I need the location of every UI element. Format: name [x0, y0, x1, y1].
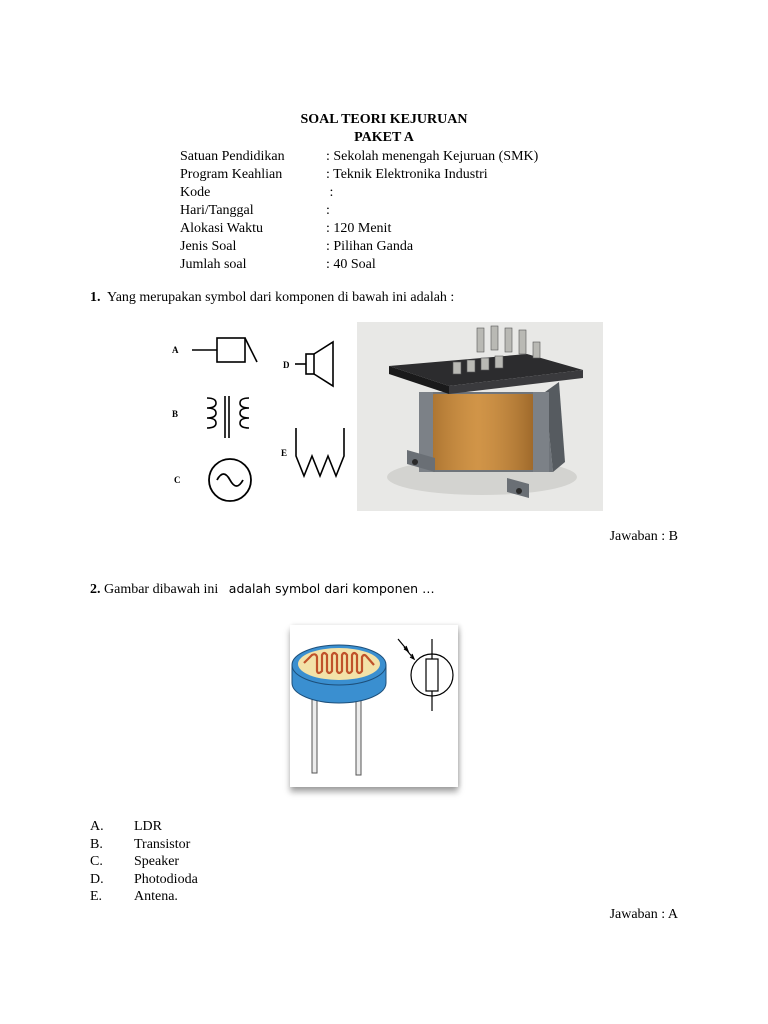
- question-1: [90, 290, 454, 306]
- info-value: : Pilihan Ganda: [326, 239, 414, 254]
- question-2: [90, 581, 435, 598]
- info-row: [180, 256, 538, 274]
- info-row: [180, 166, 538, 184]
- ac-source-symbol-icon: [209, 459, 251, 501]
- info-value: : 120 Menit: [326, 221, 392, 236]
- document-title: SOAL TEORI KEJURUAN: [300, 112, 468, 127]
- speaker-symbol-icon: [295, 342, 333, 386]
- component-symbols-figure: [165, 330, 355, 510]
- option-letter: E.: [90, 889, 103, 905]
- question-text-start: Gambar dibawah ini: [104, 582, 219, 597]
- option-text: Antena.: [134, 889, 178, 905]
- info-value: :: [326, 185, 334, 200]
- info-label: Kode: [180, 185, 211, 200]
- info-label: Jenis Soal: [180, 239, 237, 254]
- symbol-letter-e: E: [281, 448, 288, 458]
- info-value: : Teknik Elektronika Industri: [326, 167, 488, 182]
- info-row: [180, 220, 538, 238]
- info-label: Alokasi Waktu: [180, 221, 263, 236]
- answer-1: Jawaban : B: [609, 529, 678, 544]
- symbol-a-icon: [192, 338, 257, 362]
- exam-info-table: [180, 148, 538, 274]
- info-value: : 40 Soal: [326, 257, 376, 272]
- question-number: 1.: [90, 290, 101, 305]
- option-text: Photodioda: [134, 871, 198, 887]
- option-letter: C.: [90, 854, 103, 870]
- question-number: 2.: [90, 582, 101, 597]
- symbol-letter-b: B: [172, 409, 179, 419]
- option-text: Transistor: [134, 836, 191, 852]
- answer-options: [90, 818, 198, 906]
- info-value: :: [326, 203, 330, 218]
- ldr-figure: [290, 625, 458, 787]
- symbol-letter-a: A: [172, 345, 179, 355]
- option-text: LDR: [134, 819, 162, 834]
- info-label: Jumlah soal: [180, 257, 247, 272]
- question-text: Yang merupakan symbol dari komponen di bawah ini adalah :: [106, 290, 455, 305]
- info-value: : Sekolah menengah Kejuruan (SMK): [326, 149, 539, 164]
- option-c: [90, 853, 198, 871]
- info-label: Hari/Tanggal: [180, 203, 254, 218]
- info-row: [180, 184, 538, 202]
- option-text: Speaker: [134, 854, 180, 870]
- option-letter: A.: [90, 819, 104, 834]
- option-b: [90, 836, 198, 854]
- symbol-letter-c: C: [174, 475, 181, 485]
- info-label: Program Keahlian: [180, 167, 283, 182]
- option-d: [90, 871, 198, 889]
- info-row: [180, 148, 538, 166]
- transformer-photo: [357, 322, 603, 511]
- symbol-letter-d: D: [283, 360, 290, 370]
- option-letter: D.: [90, 871, 104, 887]
- ldr-symbol-icon: [398, 639, 453, 711]
- transformer-symbol-icon: [207, 396, 249, 438]
- info-row: [180, 202, 538, 220]
- option-a: [90, 818, 198, 836]
- info-label: Satuan Pendidikan: [180, 149, 285, 164]
- ldr-illustration: [290, 625, 458, 787]
- option-letter: B.: [90, 836, 103, 852]
- info-row: [180, 238, 538, 256]
- question-text-end: adalah symbol dari komponen …: [228, 581, 435, 596]
- option-e: [90, 888, 198, 906]
- zigzag-symbol-icon: [296, 428, 344, 476]
- document-subtitle: PAKET A: [354, 130, 414, 145]
- answer-2: Jawaban : A: [609, 907, 678, 922]
